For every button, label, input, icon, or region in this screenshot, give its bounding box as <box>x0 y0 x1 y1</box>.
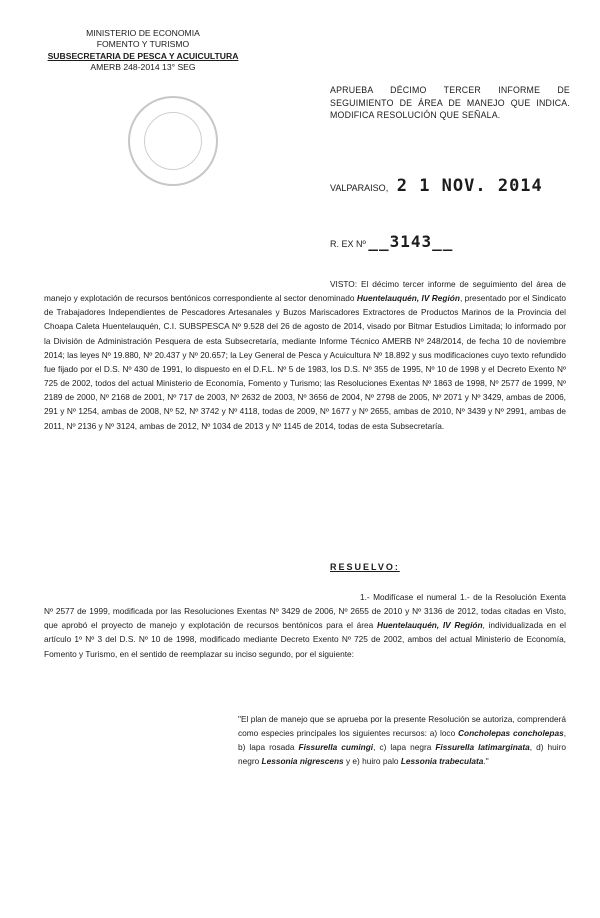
article-1-paragraph <box>44 590 566 661</box>
resolution-title: APRUEBA DÉCIMO TERCER INFORME DE SEGUIMIENTO DE ÁREA DE MANEJO QUE INDICA. MODIFICA RESOLUCIÓN QUE SEÑALA. <box>330 85 570 121</box>
quote-text-3: , c) lapa negra <box>373 742 432 753</box>
date-place: VALPARAISO, <box>330 183 389 193</box>
ministry-name: MINISTERIO DE ECONOMIA <box>86 28 200 38</box>
quote-text-2: , b) lapa rosada <box>238 728 567 753</box>
quote-text-6: ." <box>483 756 489 767</box>
art1-text-1: 1.- Modifícase el numeral 1.- de la Resolución Exenta Nº 2577 de 1999, modificada por las Resoluciones Exentas Nº 3429 de 2006, Nº 2655 de 2010 y Nº 3136 de 2012, todas citadas en Visto, que aprobó el proyecto de manejo y explotación de recursos bentónicos para el área <box>44 592 566 631</box>
rex-number: __3143__ <box>368 232 454 251</box>
visto-paragraph <box>44 277 566 433</box>
date-line <box>330 176 570 196</box>
quote-text-5: y e) huiro palo <box>345 756 399 767</box>
quoted-replacement-text <box>238 712 566 769</box>
species-2: Fissurella cumingi <box>298 742 374 753</box>
subsecretary-name: SUBSECRETARIA DE PESCA Y ACUICULTURA <box>47 50 239 61</box>
species-4: Lessonia nigrescens <box>261 756 344 767</box>
resuelvo-heading: RESUELVO: <box>330 562 400 572</box>
visto-sector: Huentelauquén, IV Región <box>356 293 460 304</box>
file-reference: AMERB 248-2014 13° SEG <box>90 62 196 73</box>
species-1: Concholepas concholepas <box>458 728 564 739</box>
art1-text-2: , individualizada en el artículo 1º Nº 3 del D.S. Nº 10 de 1998, modificado mediante Decreto Exento Nº 725 de 2002, ambos del actual Ministerio de Economía, Fomento y Turismo, en el sentido de reemplazar su inciso segundo, por el siguiente: <box>44 620 566 659</box>
ministry-header <box>28 28 258 74</box>
rex-number-value: 3143 <box>389 232 433 251</box>
official-seal-stamp <box>128 96 218 186</box>
species-5: Lessonia trabeculata <box>400 756 484 767</box>
visto-text-2: , presentado por el Sindicato de Trabajadores Independientes de Pescadores Artesanales y Buzos Mariscadores Extractores de Productos Marinos de la Provincia del Choapa Caleta Huentelauquén, C.I. SUBSPESCA Nº 9.528 del 26 de agosto de 2014, visado por Bitmar Estudios Limitada; lo informado por la División de Administración Pesquera de esta Subsecretaría, mediante Informe Técnico AMERB Nº 248/2014, de fecha 10 de noviembre 2014; las leyes Nº 19.880, Nº 20.437 y Nº 20.657; la Ley General de Pesca y Acuicultura Nº 18.892 y sus modificaciones cuyo texto refundido fue fijado por el D.S. Nº 430 de 1991, lo dispuesto en el D.F.L. Nº 5 de 1983, los D.S. Nº 355 de 1995, Nº 10 de 1998 y el Decreto Exento Nº 725 de 2002, todos del actual Ministerio de Economía, Fomento y Turismo; las Resoluciones Exentas Nº 1863 de 1998, Nº 2577 de 1999, Nº 2189 de 2000, Nº 2168 de 2001, Nº 717 de 2003, Nº 2632 de 2003, Nº 3656 de 2004, Nº 2798 de 2005, Nº 2071 y Nº 3429, ambas de 2006, 291 y Nº 1254, ambas de 2008, Nº 52, Nº 3742 y Nº 4118, todas de 2009, Nº 1677 y Nº 2655, ambas de 2010, Nº 3439 y Nº 2991, ambas de 2011, Nº 2136 y Nº 3124, ambas de 2012, Nº 1034 de 2013 y Nº 1145 de 2014, todas de esta Subsecretaría. <box>44 293 567 431</box>
resolution-number-line <box>330 232 570 251</box>
date-handwritten: 2 1 NOV. 2014 <box>396 176 543 196</box>
quote-text-1: "El plan de manejo que se aprueba por la presente Resolución se autoriza, comprenderá como especies principales los siguientes recursos: a) loco <box>238 714 566 739</box>
ministry-subname: FOMENTO Y TURISMO <box>96 39 190 50</box>
visto-text-1: VISTO: El décimo tercer informe de seguimiento del área de manejo y explotación de recursos bentónicos correspondiente al sector denominado <box>44 279 566 304</box>
art1-sector: Huentelauquén, IV Región <box>376 620 483 631</box>
rex-label: R. EX Nº <box>330 239 366 249</box>
quote-text-4: , d) huiro negro <box>238 742 566 767</box>
species-3: Fissurella latimarginata <box>435 742 530 753</box>
